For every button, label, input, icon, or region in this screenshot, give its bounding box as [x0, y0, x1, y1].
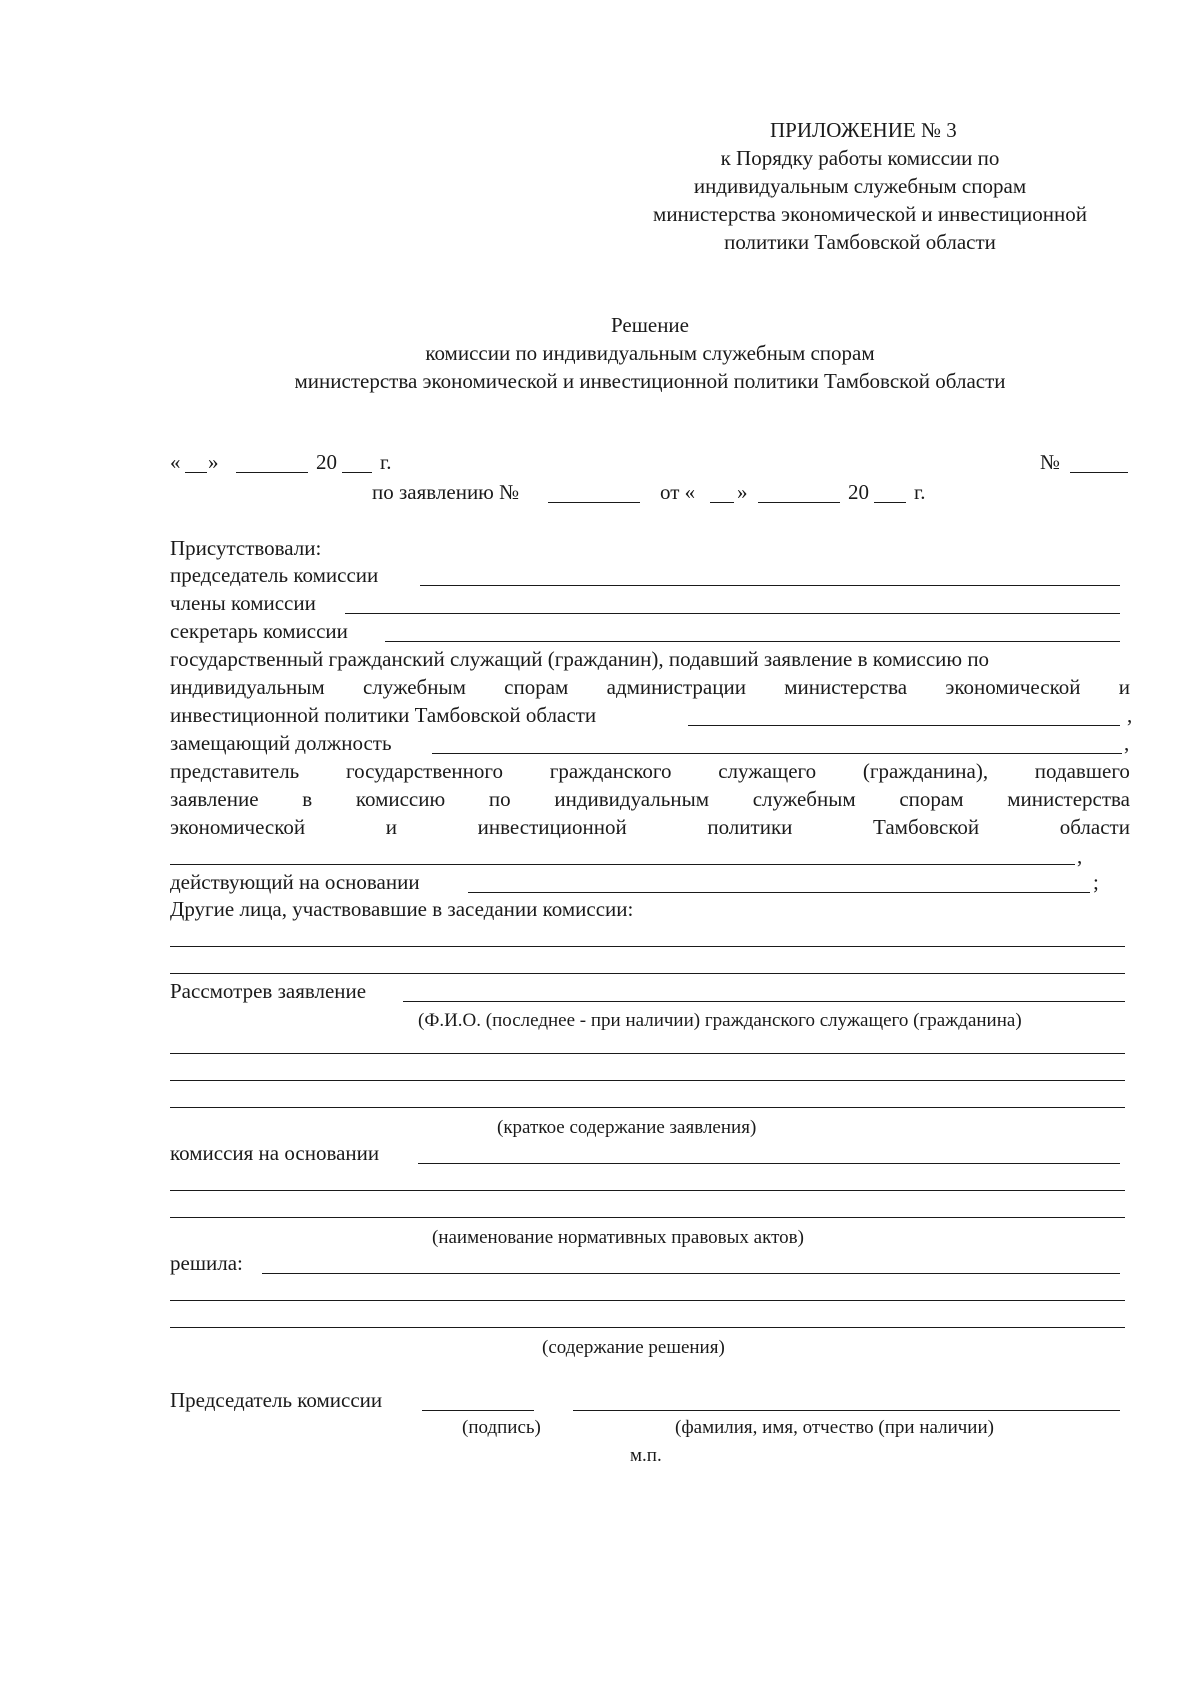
signature-fullname-field[interactable]: [573, 1410, 1120, 1411]
application-from-label: от «: [660, 480, 696, 504]
application-summary-field-3[interactable]: [170, 1107, 1125, 1108]
paragraph-word: в: [302, 787, 313, 811]
decided-caption: (содержание решения): [542, 1337, 725, 1358]
servant-comma: ,: [1127, 703, 1133, 727]
paragraph-word: по: [488, 787, 511, 811]
application-close-quote: »: [737, 480, 748, 504]
decided-label: решила:: [170, 1251, 243, 1275]
paragraph-word: служащего: [718, 759, 817, 783]
appendix-line-3: министерства экономической и инвестиционной: [653, 202, 1087, 226]
basis-caption: (наименование нормативных правовых актов): [432, 1227, 804, 1248]
paragraph-word: индивидуальным: [170, 675, 325, 699]
considered-label: Рассмотрев заявление: [170, 979, 367, 1003]
paragraph-word: государственный гражданский служащий (гражданин), подавший заявление в комиссию по: [170, 647, 990, 671]
representative-line-2: [170, 789, 1130, 810]
application-summary-caption: (краткое содержание заявления): [497, 1117, 757, 1138]
chairman-field[interactable]: [420, 585, 1120, 586]
position-label: замещающий должность: [170, 731, 392, 755]
paragraph-word: служебным: [752, 787, 856, 811]
signature-caption: (подпись): [462, 1417, 541, 1438]
application-year-field[interactable]: [874, 502, 906, 503]
appendix-number: ПРИЛОЖЕНИЕ № 3: [770, 118, 957, 142]
position-field[interactable]: [432, 753, 1122, 754]
servant-paragraph-line-2: [170, 677, 1130, 698]
representative-comma: ,: [1077, 844, 1083, 868]
considered-name-field[interactable]: [403, 1001, 1125, 1002]
considered-name-caption: (Ф.И.О. (последнее - при наличии) гражданского служащего (гражданина): [418, 1010, 1022, 1031]
decided-field-2[interactable]: [170, 1300, 1125, 1301]
appendix-line-4: политики Тамбовской области: [724, 230, 996, 254]
paragraph-word: инвестиционной: [477, 815, 627, 839]
paragraph-word: (гражданина),: [862, 759, 989, 783]
basis-field-3[interactable]: [170, 1217, 1125, 1218]
appendix-line-1: к Порядку работы комиссии по: [720, 146, 1000, 170]
members-field[interactable]: [345, 613, 1120, 614]
representative-name-field[interactable]: [170, 864, 1075, 865]
acting-basis-label: действующий на основании: [170, 870, 420, 894]
secretary-field[interactable]: [385, 641, 1120, 642]
date-close-quote: »: [208, 450, 219, 474]
acting-basis-semicolon: ;: [1093, 870, 1099, 894]
paragraph-word: спорам: [504, 675, 569, 699]
date-year-field[interactable]: [342, 472, 372, 473]
date-open-quote: «: [170, 450, 181, 474]
chairman-label: председатель комиссии: [170, 563, 379, 587]
application-label: по заявлению №: [372, 480, 520, 504]
basis-field-2[interactable]: [170, 1190, 1125, 1191]
paragraph-word: подавшего: [1034, 759, 1130, 783]
paragraph-word: министерства: [1007, 787, 1130, 811]
application-day-field[interactable]: [710, 502, 734, 503]
acting-basis-field[interactable]: [468, 892, 1090, 893]
other-persons-field-2[interactable]: [170, 973, 1125, 974]
paragraph-word: и: [1118, 675, 1130, 699]
application-year-suffix: г.: [914, 480, 926, 504]
servant-paragraph-line-3: инвестиционной политики Тамбовской области: [170, 703, 597, 727]
title-main: Решение: [610, 313, 689, 337]
fullname-caption: (фамилия, имя, отчество (при наличии): [675, 1417, 994, 1438]
paragraph-word: индивидуальным: [554, 787, 710, 811]
servant-paragraph-line-1: [170, 649, 1130, 670]
representative-line-3: [170, 817, 1130, 838]
members-label: члены комиссии: [170, 591, 316, 615]
application-summary-field-2[interactable]: [170, 1080, 1125, 1081]
paragraph-word: государственного: [345, 759, 504, 783]
application-summary-field-1[interactable]: [170, 1053, 1125, 1054]
paragraph-word: Тамбовской: [873, 815, 980, 839]
paragraph-word: представитель: [170, 759, 300, 783]
title-line-2: министерства экономической и инвестиционной политики Тамбовской области: [294, 369, 1006, 393]
decided-field-3[interactable]: [170, 1327, 1125, 1328]
basis-label: комиссия на основании: [170, 1141, 380, 1165]
other-persons-field-1[interactable]: [170, 946, 1125, 947]
secretary-label: секретарь комиссии: [170, 619, 348, 643]
position-comma: ,: [1124, 731, 1130, 755]
application-month-field[interactable]: [758, 502, 840, 503]
application-year-prefix: 20: [848, 480, 869, 504]
paragraph-word: области: [1059, 815, 1130, 839]
paragraph-word: заявление: [170, 787, 259, 811]
paragraph-word: администрации: [606, 675, 746, 699]
seal-place-label: м.п.: [630, 1445, 662, 1466]
date-month-field[interactable]: [236, 472, 308, 473]
paragraph-word: экономической: [170, 815, 306, 839]
signature-field[interactable]: [422, 1410, 534, 1411]
servant-name-field[interactable]: [688, 725, 1120, 726]
decision-number-field[interactable]: [1070, 472, 1128, 473]
application-number-field[interactable]: [548, 502, 640, 503]
date-year-prefix: 20: [316, 450, 337, 474]
paragraph-word: комиссию: [355, 787, 446, 811]
paragraph-word: политики: [707, 815, 793, 839]
decided-field-1[interactable]: [262, 1273, 1120, 1274]
title-line-1: комиссии по индивидуальным служебным спорам: [425, 341, 875, 365]
basis-field-1[interactable]: [418, 1163, 1120, 1164]
paragraph-word: министерства: [784, 675, 908, 699]
representative-line-1: [170, 761, 1130, 782]
paragraph-word: и: [385, 815, 398, 839]
paragraph-word: служебным: [362, 675, 466, 699]
appendix-line-2: индивидуальным служебным спорам: [693, 174, 1027, 198]
paragraph-word: экономической: [945, 675, 1081, 699]
decision-number-label: №: [1040, 450, 1061, 474]
other-persons-label: Другие лица, участвовавшие в заседании комиссии:: [170, 897, 634, 921]
paragraph-word: гражданского: [549, 759, 672, 783]
date-day-field[interactable]: [185, 472, 207, 473]
signature-chairman-label: Председатель комиссии: [170, 1388, 383, 1412]
present-heading: Присутствовали:: [170, 536, 322, 560]
paragraph-word: спорам: [899, 787, 964, 811]
date-year-suffix: г.: [380, 450, 392, 474]
